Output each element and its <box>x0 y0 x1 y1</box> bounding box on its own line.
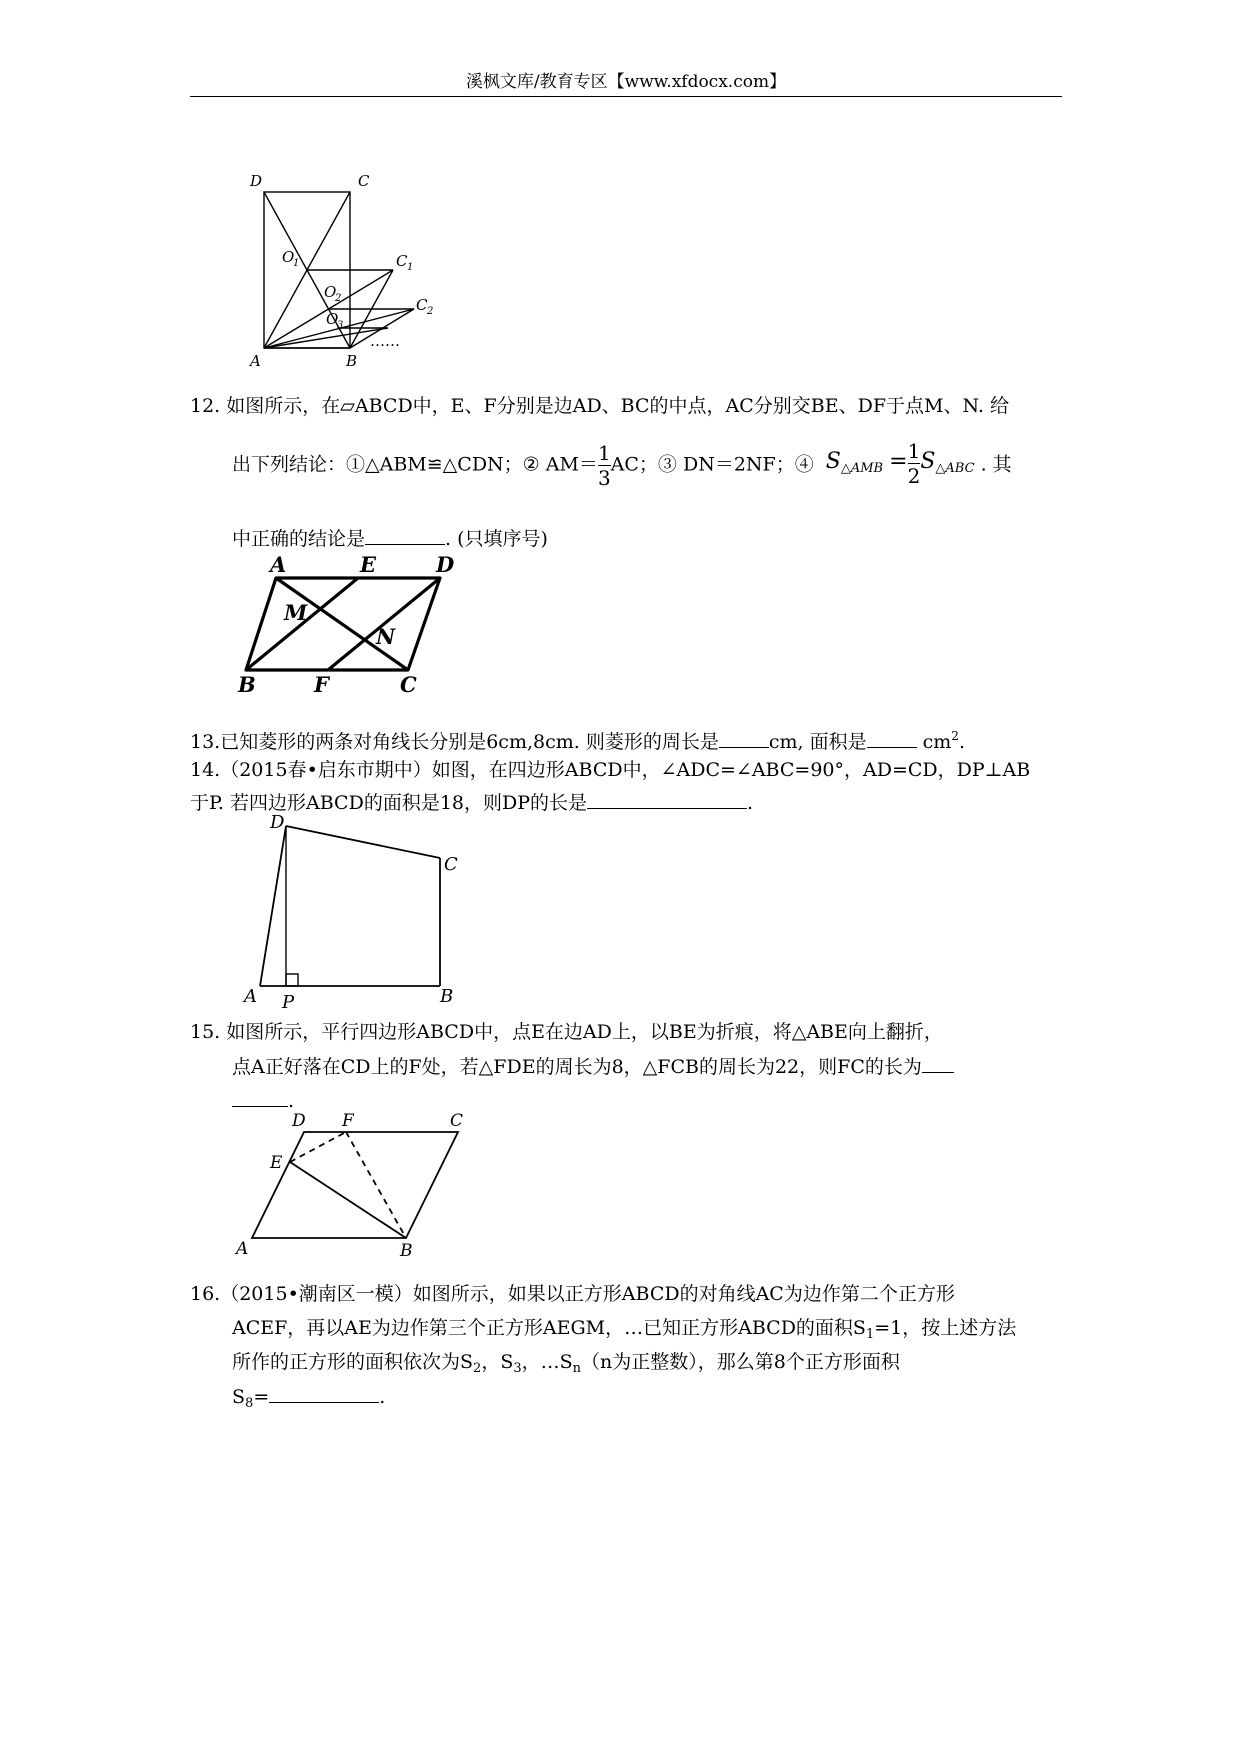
figure-q11 <box>248 170 468 370</box>
area-formula: $S_{\triangle AMB}$ = $\frac{1}{2}$ $S_{\triangle ABC}$ <box>825 438 975 488</box>
q16-line4: $S_8=$ . <box>232 1382 385 1418</box>
label-C: C <box>400 672 417 697</box>
label-C: C <box>444 854 458 875</box>
label-B: B <box>400 1241 413 1261</box>
label-O2-sub: 2 <box>335 293 342 304</box>
label-A: A <box>250 352 261 370</box>
label-D: D <box>270 812 285 833</box>
label-N: N <box>376 624 396 649</box>
label-C1: C <box>396 252 408 270</box>
label-B: B <box>346 352 358 370</box>
label-B: B <box>238 672 256 697</box>
q16-line1: 16.（2015•潮南区一模）如图所示，如果以正方形ABCD的对角线AC为边作第二个正方形 <box>190 1283 955 1305</box>
q15-line3: . <box>232 1086 294 1115</box>
q12-line3: 中正确的结论是 . (只填序号) <box>232 524 548 553</box>
q12-line2: 出下列结论：①△ABM≌△CDN；② AM＝ $\frac{1}{3}$ AC；③ DN＝2NF；④ $S_{\triangle AMB}$ = $\frac{1}{2}$ $S_{\triangle ABC}$ . 其 <box>232 430 1012 501</box>
label-D: D <box>436 552 455 577</box>
q14-line2: 于P. 若四边形ABCD的面积是18，则DP的长是 . <box>190 788 753 817</box>
page-header: 溪枫文库/教育专区【www.xfdocx.com】 <box>465 72 787 92</box>
label-E: E <box>270 1153 283 1173</box>
q12-line1: 12. 如图所示，在▱ABCD中，E、F分别是边AD、BC的中点，AC分别交BE、DF于点M、N. 给 <box>190 395 1009 417</box>
label-M: M <box>284 600 308 625</box>
label-P: P <box>282 992 295 1013</box>
q14-answer-blank[interactable] <box>587 788 747 809</box>
figure-q14 <box>240 812 470 1012</box>
label-C1-sub: 1 <box>407 262 414 273</box>
label-C2-sub: 2 <box>427 306 434 317</box>
q13-area-blank[interactable] <box>867 727 917 748</box>
label-O2: O <box>324 283 337 301</box>
q15-answer-blank-b[interactable] <box>232 1086 288 1107</box>
label-C: C <box>358 172 370 190</box>
label-O1: O <box>282 248 295 266</box>
label-O3: O <box>326 310 339 328</box>
header-rule <box>190 96 1062 97</box>
label-A: A <box>270 552 287 577</box>
label-C2: C <box>416 296 428 314</box>
fraction-one-third: $\frac{1}{3}$ <box>597 441 611 490</box>
q13-line: 13.已知菱形的两条对角线长分别是6cm,8cm. 则菱形的周长是 cm, 面积是 $cm^2$. <box>190 729 965 753</box>
label-O3-sub: 3 <box>337 320 344 331</box>
q15-line1: 15. 如图所示，平行四边形ABCD中，点E在边AD上，以BE为折痕，将△ABE向上翻折， <box>190 1021 943 1043</box>
q13-perimeter-blank[interactable] <box>719 727 769 748</box>
label-D: D <box>250 172 263 190</box>
figure-q12 <box>238 552 468 698</box>
label-E: E <box>360 552 377 577</box>
q12-answer-blank[interactable] <box>365 524 445 545</box>
label-A: A <box>244 986 257 1007</box>
label-A: A <box>236 1239 249 1259</box>
q15-answer-blank-a[interactable] <box>922 1052 954 1073</box>
label-C: C <box>450 1111 464 1131</box>
figure-q15 <box>236 1110 476 1260</box>
q16-line2: ACEF，再以AE为边作第三个正方形AEGM，…已知正方形ABCD的面积$S_1=1$，按上述方法 <box>232 1317 1017 1342</box>
label-D: D <box>292 1111 306 1131</box>
label-B: B <box>440 986 454 1007</box>
label-F: F <box>314 672 329 697</box>
label-O1-sub: 1 <box>293 258 300 269</box>
q16-line3: 所作的正方形的面积依次为$S_2$，$S_3$，$\dots S_n(n$为正整数），那么第8个正方形面积 <box>232 1351 900 1376</box>
q16-answer-blank[interactable] <box>269 1382 379 1403</box>
label-dots: …… <box>370 332 400 350</box>
q15-line2: 点A正好落在CD上的F处，若△FDE的周长为8，△FCB的周长为22，则FC的长为 <box>232 1052 954 1081</box>
q14-line1: 14.（2015春•启东市期中）如图，在四边形ABCD中，∠ADC=∠ABC=90°，AD=CD，DP⊥AB <box>190 759 1031 781</box>
label-F: F <box>342 1111 354 1131</box>
